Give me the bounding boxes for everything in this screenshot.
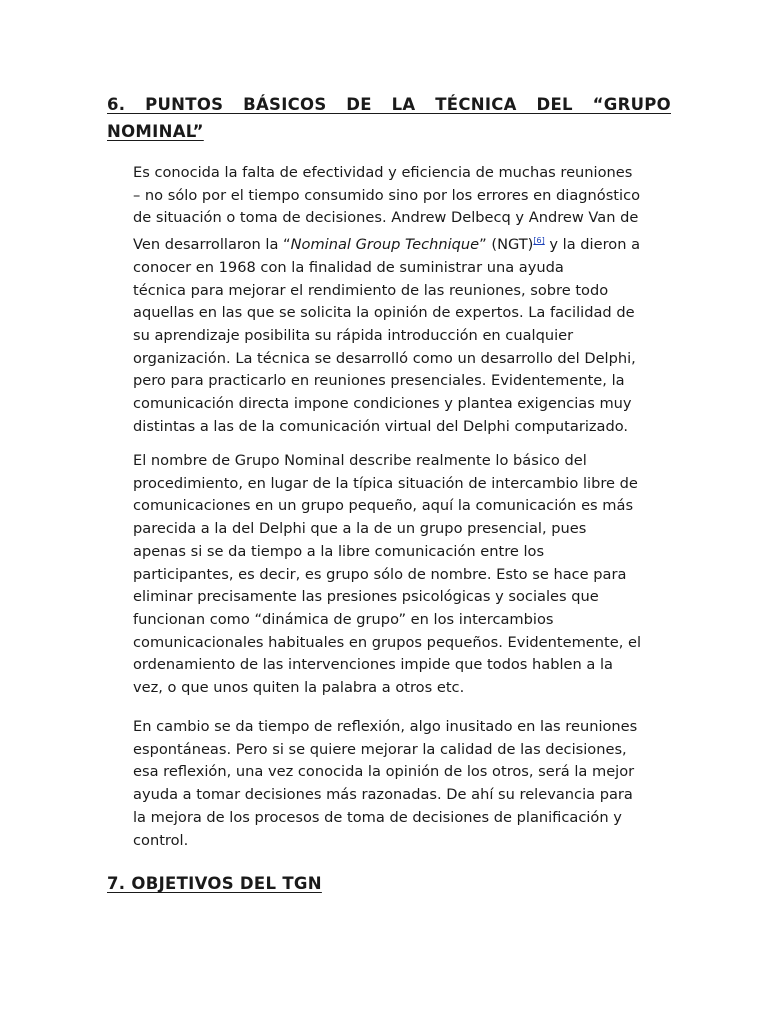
paragraph-1-line: su aprendizaje posibilita su rápida introducción en cualquier	[133, 326, 574, 344]
paragraph-1	[133, 162, 663, 438]
section-6-heading-line-1: 6. PUNTOS BÁSICOS DE LA TÉCNICA DEL “GRUPO	[107, 95, 671, 114]
paragraph-3	[133, 716, 663, 852]
paragraph-2-line: ordenamiento de las intervenciones impide que todos hablen a la	[133, 656, 614, 674]
paragraph-2-line: apenas si se da tiempo a la libre comunicación entre los	[133, 542, 545, 560]
paragraph-2-line: funcionan como “dinámica de grupo” en los intercambios	[133, 610, 554, 628]
paragraph-1-line: Es conocida la falta de efectividad y eficiencia de muchas reuniones	[133, 164, 633, 181]
paragraph-1-line: técnica para mejorar el rendimiento de las reuniones, sobre todo	[133, 281, 609, 299]
paragraph-2-line: comunicaciones en un grupo pequeño, aquí la comunicación es más	[133, 497, 634, 515]
text-run: ” (NGT)	[479, 236, 534, 254]
text-run: y la dieron a	[544, 236, 641, 254]
paragraph-1-line: comunicación directa impone condiciones y plantea exigencias muy	[133, 395, 632, 413]
paragraph-3-line: control.	[133, 831, 189, 849]
paragraph-1-line: – no sólo por el tiempo consumido sino por los errores en diagnóstico	[133, 186, 641, 204]
paragraph-2-line: parecida a la del Delphi que a la de un grupo presencial, pues	[133, 520, 587, 538]
paragraph-3-line: ayuda a tomar decisiones más razonadas. De ahí su relevancia para	[133, 786, 633, 804]
paragraph-3-line: esa reflexión, una vez conocida la opinión de los otros, será la mejor	[133, 763, 635, 781]
text-run: Ven desarrollaron la “	[133, 236, 291, 254]
paragraph-1-line: pero para practicarlo en reuniones presenciales. Evidentemente, la	[133, 372, 625, 390]
paragraph-3-line: la mejora de los procesos de toma de decisiones de planificación y	[133, 808, 622, 826]
paragraph-3-line: En cambio se da tiempo de reflexión, algo inusitado en las reuniones	[133, 718, 638, 735]
paragraph-2-line: eliminar precisamente las presiones psicológicas y sociales que	[133, 588, 599, 606]
paragraph-2-line: vez, o que unos quiten la palabra a otros etc.	[133, 679, 465, 697]
paragraph-1-line: aquellas en las que se solicita la opinión de expertos. La facilidad de	[133, 304, 635, 322]
paragraph-1-line: organización. La técnica se desarrolló como un desarrollo del Delphi,	[133, 349, 636, 367]
paragraph-1-line	[133, 230, 663, 257]
paragraph-2-line: comunicacionales habituales en grupos pequeños. Evidentemente, el	[133, 633, 642, 651]
section-7-heading: 7. OBJETIVOS DEL TGN	[107, 874, 322, 893]
section-6-heading	[107, 91, 671, 145]
paragraph-1-line: conocer en 1968 con la finalidad de suministrar una ayuda	[133, 258, 564, 276]
paragraph-1-line: distintas a las de la comunicación virtual del Delphi computarizado.	[133, 417, 629, 435]
paragraph-2-line: El nombre de Grupo Nominal describe realmente lo básico del	[133, 452, 587, 469]
nominal-group-technique-italic: Nominal Group Technique	[290, 236, 480, 254]
section-6-heading-line-2: NOMINAL”	[107, 122, 204, 141]
paragraph-2-line: participantes, es decir, es grupo sólo de nombre. Esto se hace para	[133, 565, 627, 583]
paragraph-3-line: espontáneas. Pero si se quiere mejorar la calidad de las decisiones,	[133, 740, 627, 758]
paragraph-2-line: procedimiento, en lugar de la típica situación de intercambio libre de	[133, 474, 638, 492]
footnote-link[interactable]: [6]	[533, 236, 545, 246]
paragraph-2	[133, 450, 663, 700]
paragraph-1-line: de situación o toma de decisiones. Andrew Delbecq y Andrew Van de	[133, 209, 639, 227]
